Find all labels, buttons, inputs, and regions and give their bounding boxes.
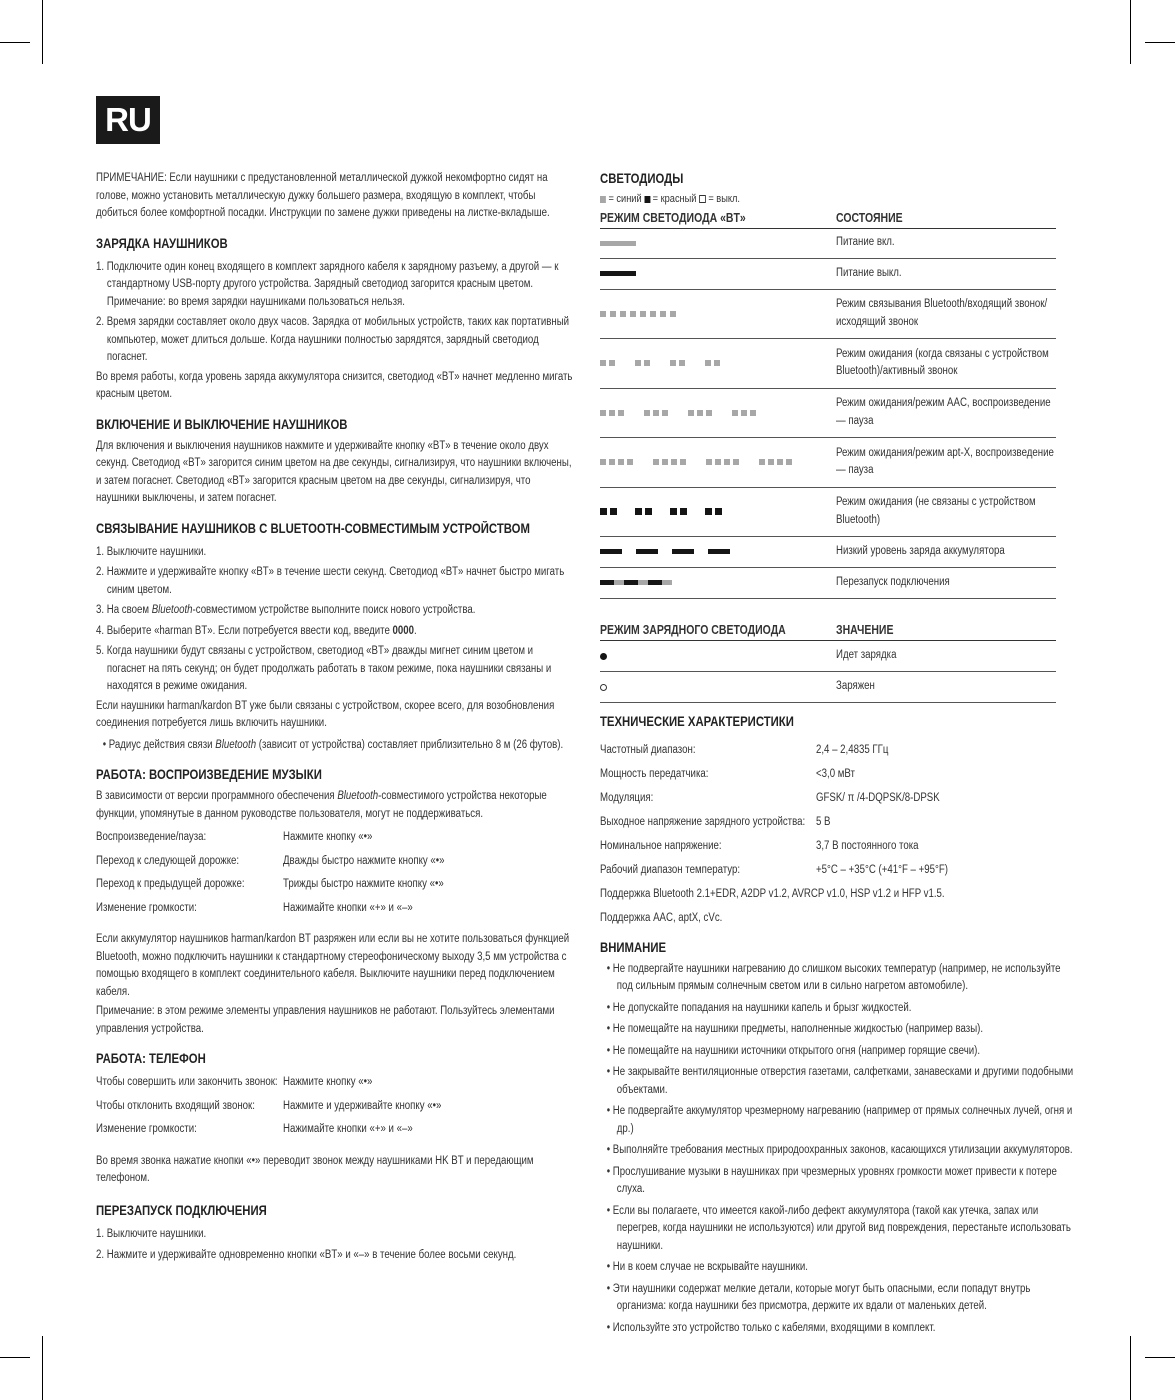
spec-bluetooth: Поддержка Bluetooth 2.1+EDR, A2DP v1.2, AVRCP v1.0, HSP v1.2 и HFP v1.5. [600,887,945,900]
warning-item: • Не допускайте попадания на наушники капель и брызг жидкостей. [606,1001,912,1014]
pairing-step: 4. Выберите «harman BT». Если потребуется ввести код, введите 0000. [96,624,417,637]
spec-value: +5°C – +35°C (+41°F – +95°F) [816,863,948,876]
pairing-step: 2. Нажмите и удерживайте кнопку «BT» в течение шести секунд. Светодиод «BT» начнет быстро мигать синим цветом. [96,566,565,596]
led-state: Перезапуск подключения [836,575,950,588]
warning-item: • Эти наушники содержат мелкие детали, которые могут быть опасными, если попадут внутрь организма: когда наушники без присмотра, держите их вдали от маленьких детей. [606,1282,1031,1312]
crop-mark [42,0,43,64]
control-action: Нажмите кнопку «•» [283,1076,373,1088]
warning-item: • Ни в коем случае не вскрывайте наушники. [606,1261,808,1273]
right-column [600,170,1078,1337]
led-row [600,289,1056,338]
bt-led-col-state: СОСТОЯНИЕ [836,211,1056,229]
headband-note: ПРИМЕЧАНИЕ: Если наушники с предустановленной металлической дужкой некомфортно сидят на голове, можно установить металлическую дужку большего размера, входящую в комплект, чтобы добиться более комфортной посадки. Инструкции по замене дужки приведены на листке-вкладыше. [96,172,550,219]
led-state: Питание выкл. [836,266,902,279]
led-pattern [600,549,836,554]
crop-mark [1145,42,1175,43]
music-controls [96,829,574,917]
spec-value: 5 В [816,815,831,828]
control-label: Чтобы совершить или закончить звонок: [96,1076,278,1088]
led-pattern [600,410,836,416]
control-action: Нажимайте кнопки «+» и «–» [283,1123,413,1135]
led-on-dot-icon [600,653,607,660]
control-label: Воспроизведение/пауза: [96,831,207,843]
control-label: Переход к предыдущей дорожке: [96,878,245,890]
left-column [96,170,574,1265]
bt-led-col-mode: РЕЖИМ СВЕТОДИОДА «BT» [600,211,836,229]
wired-mode-text: Если аккумулятор наушников harman/kardon BT разряжен или если вы не хотите пользоваться функцией Bluetooth, можно подключить наушники к стандартному стереофоническому выходу 3,5 мм устройства с помощью входящего в комплект соединительного кабеля. Выключите наушники перед подключением кабеля. [96,933,570,998]
bt-led-table [600,211,1056,599]
led-state: Режим ожидания (когда связаны с устройством Bluetooth)/активный звонок [836,347,1049,377]
pairing-step: 1. Выключите наушники. [96,545,207,558]
led-row [600,388,1056,437]
led-pattern [600,241,836,246]
red-swatch [644,196,650,203]
charge-led-table [600,623,1056,703]
pairing-steps [96,544,574,696]
charge-led-col-meaning: ЗНАЧЕНИЕ [836,623,1056,641]
charge-led-col-mode: РЕЖИМ ЗАРЯДНОГО СВЕТОДИОДА [600,623,836,641]
charging-steps [96,259,574,367]
led-row [600,228,1056,258]
control-label: Переход к следующей дорожке: [96,854,240,867]
warning-item: • Не подвергайте аккумулятор чрезмерному нагреванию (например от прямых солнечных лучей, огня и др.) [606,1105,1073,1135]
music-title: РАБОТА: ВОСПРОИЗВЕДЕНИЕ МУЗЫКИ [96,767,322,782]
led-state: Режим ожидания/режим AAC, воспроизведение — пауза [836,397,1051,427]
charging-step: 1. Подключите один конец входящего в комплект зарядного кабеля к зарядному разъему, а другой — к стандартному USB-порту другого устройства. Зарядный светодиод загорится красным цветом. Примечание: во время зарядки наушниками пользоваться нельзя. [96,260,559,308]
reset-step: 2. Нажмите и удерживайте одновременно кнопки «BT» и «–» в течение более восьми секунд. [96,1249,517,1261]
led-row [600,567,1056,598]
wired-mode-note: Примечание: в этом режиме элементы управления наушников не работают. Пользуйтесь элементами управления устройства. [96,1005,555,1035]
spec-value: GFSK/ π /4-DQPSK/8-DPSK [816,791,940,804]
spec-value: 3,7 В постоянного тока [816,839,919,852]
led-state: Низкий уровень заряда аккумулятора [836,544,1005,557]
pairing-range-bullet: • Радиус действия связи Bluetooth (зависит от устройства) составляет приблизительно 8 м (26 футов). [102,738,564,751]
led-state: Режим ожидания/режим apt-X, воспроизведение — пауза [836,446,1054,476]
led-legend: = синий = красный = выкл. [600,191,1078,209]
pairing-title: СВЯЗЫВАНИЕ НАУШНИКОВ С BLUETOOTH-СОВМЕСТИМЫМ УСТРОЙСТВОМ [96,520,530,536]
led-pattern [600,271,836,276]
warning-item: • Прослушивание музыки в наушниках при чрезмерных уровнях громкости может привести к потере слуха. [606,1165,1057,1195]
crop-mark [0,1357,30,1358]
specs-title: ТЕХНИЧЕСКИЕ ХАРАКТЕРИСТИКИ [600,713,794,729]
charge-led-meaning: Заряжен [836,679,875,692]
spec-codecs: Поддержка AAC, aptX, cVc. [600,911,723,924]
led-state: Режим ожидания (не связаны с устройством Bluetooth) [836,496,1036,526]
warning-item: • Используйте это устройство только с кабелями, входящими в комплект. [606,1321,936,1334]
spec-label: Рабочий диапазон температур: [600,863,741,876]
charge-led-meaning: Идет зарядка [836,648,897,661]
warning-item: • Не закрывайте вентиляционные отверстия газетами, салфетками, занавесками и другими подобными объектами. [606,1066,1074,1096]
crop-mark [1145,1357,1175,1358]
control-action: Нажмите кнопку «•» [283,831,373,843]
led-row [600,536,1056,567]
led-state: Режим связывания Bluetooth/входящий звонок/ исходящий звонок [836,298,1048,328]
led-state: Питание вкл. [836,236,895,249]
crop-mark [1130,1336,1131,1400]
led-off-dot-icon [600,684,607,691]
control-action: Дважды быстро нажмите кнопку «•» [283,854,445,867]
phone-title: РАБОТА: ТЕЛЕФОН [96,1051,206,1066]
spec-label: Модуляция: [600,791,654,804]
charge-led-row [600,671,1056,702]
reset-step: 1. Выключите наушники. [96,1227,207,1240]
control-action: Нажмите и удерживайте кнопку «•» [283,1099,442,1112]
spec-label: Мощность передатчика: [600,767,709,780]
music-intro: В зависимости от версии программного обеспечения Bluetooth-совместимого устройства некоторые функции, упомянутые в данном руководстве пользователя, могут не поддерживаться. [96,790,547,820]
crop-mark [0,42,30,43]
power-text: Для включения и выключения наушников нажмите и удерживайте кнопку «BT» в течение около двух секунд. Светодиод «BT» загорится синим цветом на две секунды, сигнализируя, что наушники включены, и затем погаснет. Светодиод «BT» загорится красным цветом на две секунды, сигнализируя, что наушники выключены, и затем погаснет. [96,439,572,504]
off-swatch [699,195,706,203]
warning-item: • Выполняйте требования местных природоохранных законов, касающихся утилизации аккумуляторов. [606,1144,1073,1156]
leds-title: СВЕТОДИОДЫ [600,171,684,186]
control-label: Изменение громкости: [96,901,197,914]
pairing-step: 3. На своем Bluetooth-совместимом устройстве выполните поиск нового устройства. [96,604,476,616]
led-row [600,258,1056,289]
reset-title: ПЕРЕЗАПУСК ПОДКЛЮЧЕНИЯ [96,1202,267,1218]
led-row [600,487,1056,536]
spec-label: Частотный диапазон: [600,743,696,756]
pairing-step: 5. Когда наушники будут связаны с устройством, светодиод «BT» дважды мигнет синим цветом и погаснет на пять секунд; он будет продолжать работать в таком режиме, пока наушники связаны и находятся в режиме ожидания. [96,645,552,692]
spec-value: 2,4 – 2,4835 ГГц [816,743,889,756]
control-action: Нажимайте кнопки «+» и «–» [283,901,413,914]
blue-swatch [600,196,606,203]
warning-item: • Не подвергайте наушники нагреванию до слишком высоких температур (например, не используйте под сильным прямым солнечным светом или в сильно нагретом автомобиле). [606,962,1061,992]
phone-controls [96,1074,574,1139]
control-action: Трижды быстро нажмите кнопку «•» [283,878,444,890]
pairing-after: Если наушники harman/kardon BT уже были связаны с устройством, скорее всего, для возобновления соединения потребуется лишь включить наушники. [96,699,555,729]
led-pattern [600,459,836,465]
charging-title: ЗАРЯДКА НАУШНИКОВ [96,235,228,251]
charging-step: 2. Время зарядки составляет около двух часов. Зарядка от мобильных устройств, таких как портативный компьютер, может длиться дольше. Когда наушники полностью зарядятся, зарядный светодиод погаснет. [96,316,570,363]
control-label: Чтобы отклонить входящий звонок: [96,1099,255,1112]
crop-mark [1130,0,1131,64]
phone-text: Во время звонка нажатие кнопки «•» переводит звонок между наушниками HK BT и передающим телефоном. [96,1154,534,1184]
warning-item: • Не помещайте на наушники источники открытого огня (например горящие свечи). [606,1044,981,1057]
led-row [600,338,1056,388]
control-label: Изменение громкости: [96,1123,197,1135]
led-pattern [600,360,836,366]
charging-footer: Во время работы, когда уровень заряда аккумулятора снизится, светодиод «BT» начнет медленно мигать красным цветом. [96,370,573,400]
warning-title: ВНИМАНИЕ [600,939,667,955]
warning-item: • Не помещайте на наушники предметы, наполненные жидкостью (например вазы). [606,1023,984,1035]
spec-label: Номинальное напряжение: [600,839,722,852]
spec-value: <3,0 мВт [816,767,855,780]
language-badge: RU [96,96,160,144]
warning-list [600,961,1078,1338]
charge-led-row [600,640,1056,671]
led-pattern [600,311,836,317]
specs-list [600,741,1078,879]
crop-mark [42,1336,43,1400]
warning-item: • Если вы полагаете, что имеется какой-либо дефект аккумулятора (такой как утечка, запах или перегрев, когда наушники не используются) или другой вид повреждения, перестаньте использовать наушники. [606,1204,1071,1252]
led-pattern [600,508,836,515]
spec-label: Выходное напряжение зарядного устройства: [600,815,806,828]
power-title: ВКЛЮЧЕНИЕ И ВЫКЛЮЧЕНИЕ НАУШНИКОВ [96,416,348,432]
led-row [600,437,1056,487]
led-pattern [600,580,836,585]
